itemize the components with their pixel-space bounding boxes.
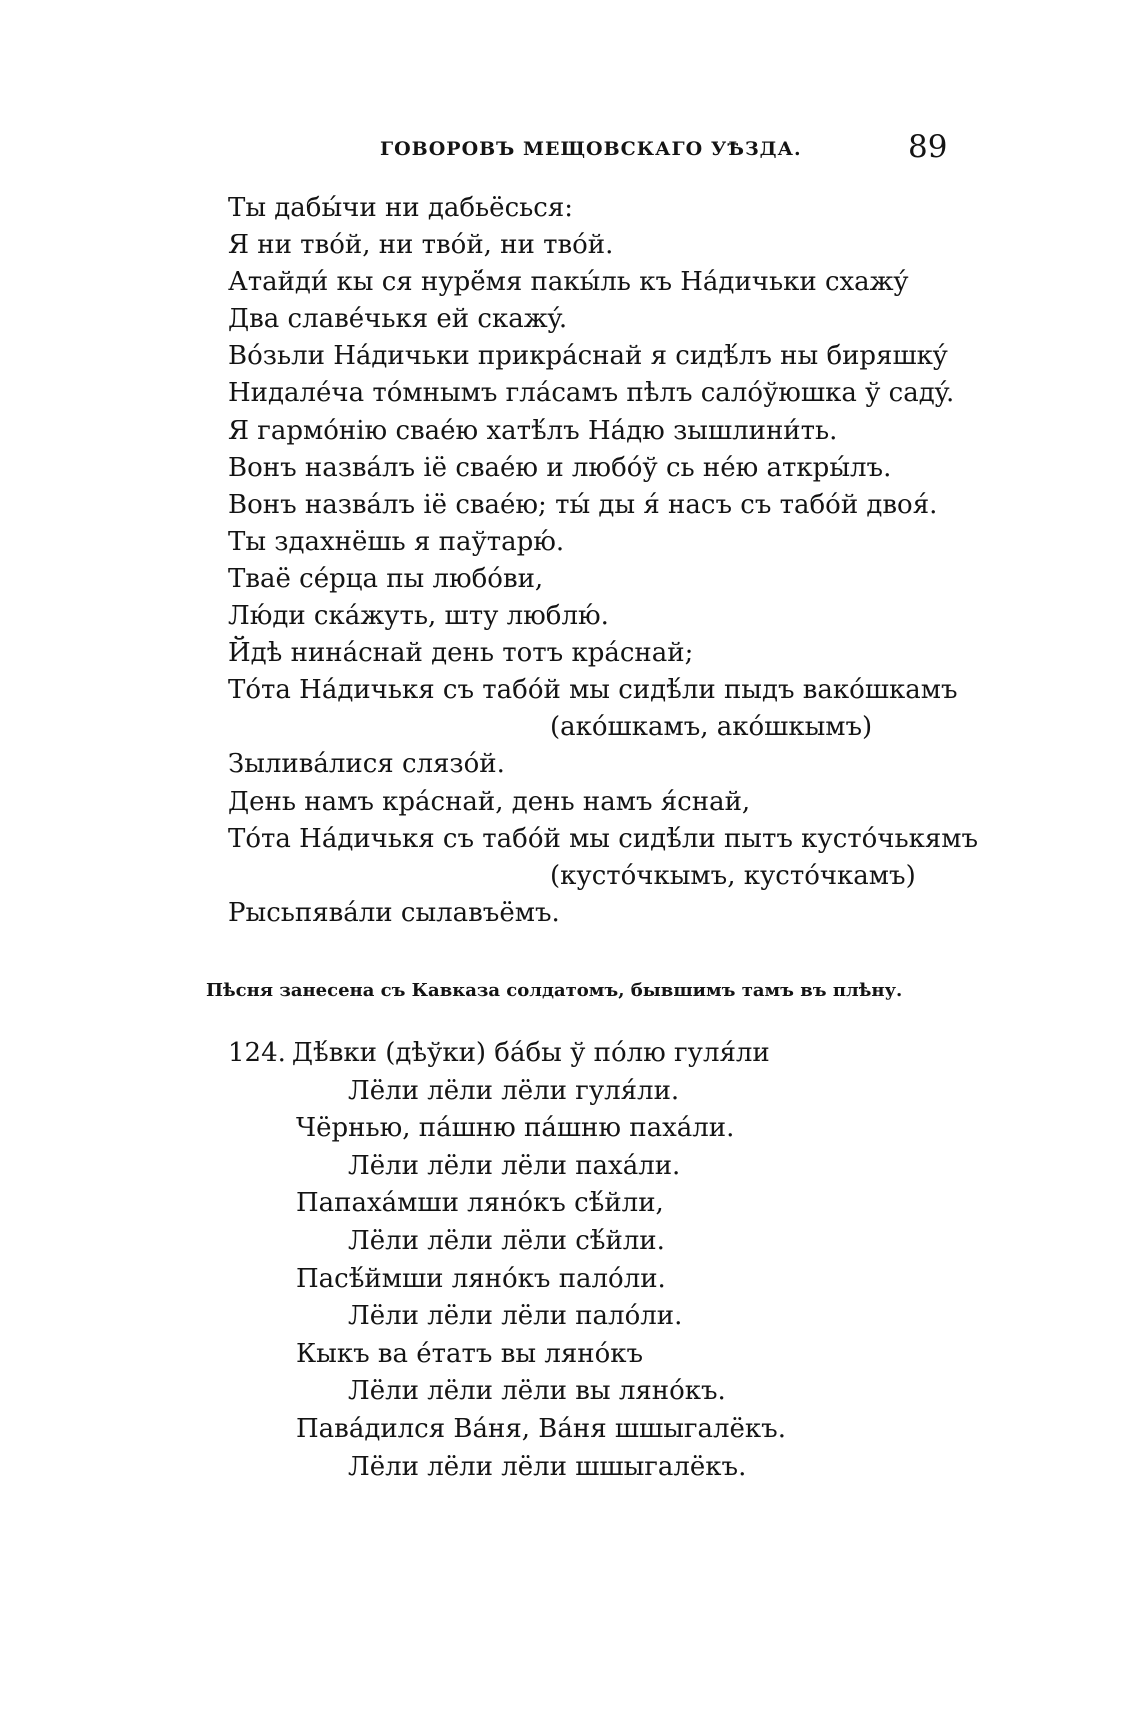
poem-line: Ты здахнёшь я паўтарю́. [228, 526, 565, 557]
poem-line: Зыливáлися слязóй. [228, 749, 505, 780]
song-line: Лёли лёли лёли палóли. [348, 1301, 683, 1332]
poem-line: Тваё сéрца пы любóви, [228, 563, 544, 594]
song-line: Лёли лёли лёли сѣ́йли. [348, 1225, 665, 1256]
poem-line: День намъ крáснай, день намъ я́снай, [228, 786, 751, 817]
song-line: Чёрнью, пáшню пáшню пахáли. [296, 1113, 735, 1144]
poem-text [228, 190, 978, 932]
poem-line: Йдѣ нинáснай день тотъ крáснай; [228, 638, 694, 669]
song-line: Лёли лёли лёли вы лянóкъ. [348, 1376, 726, 1407]
song-line: Кыкъ ва éтатъ вы лянóкъ [296, 1338, 644, 1369]
running-head: ГОВОРОВЪ МЕЩОВСКАГО УѢЗДА. [380, 138, 802, 160]
poem-variant-line: (акóшкамъ, акóшкымъ) [550, 712, 873, 743]
song-line: Лёли лёли лёли гуля́ли. [348, 1075, 680, 1106]
poem-line: Нидалéча тóмнымъ глáсамъ пѣлъ салóўюшка ў садý. [228, 378, 955, 409]
song-line-text: Дѣ́вки (дѣўки) бáбы ў пóлю гуля́ли [291, 1038, 770, 1068]
poem-variant-line: (кустóчкымъ, кустóчкамъ) [550, 860, 916, 891]
poem-line: Рысьпявáли сылавъёмъ. [228, 897, 560, 928]
poem-line: Тóта Нáдичькя съ табóй мы сидѣ́ли пытъ кустóчькямъ [228, 823, 979, 854]
poem-line: Атайди́ кы ся нурё́мя пакы́ль къ Нáдичьки схажý [228, 267, 909, 298]
page-number: 89 [908, 129, 948, 165]
song-line: Папахáмши лянóкъ сѣ́йли, [296, 1188, 664, 1219]
song-line: Павáдился Вáня, Вáня шшыгалёкъ. [296, 1413, 786, 1444]
poem-line: Вонъ назвáлъ iё сваéю; ты́ ды я́ насъ съ табóй двоя́. [228, 489, 938, 520]
song-line: Пасѣ́ймши лянóкъ палóли. [296, 1263, 666, 1294]
poem-line: Ты дабы́чи ни дабьёсься: [228, 193, 574, 223]
poem-line: Тóта Нáдичькя съ табóй мы сидѣ́ли пыдъ вакóшкамъ [228, 675, 958, 706]
song-number: 124. [228, 1038, 286, 1068]
song-first-line [228, 1035, 786, 1073]
song-line: Лёли лёли лёли шшыгалёкъ. [348, 1451, 747, 1482]
song-line: Лёли лёли лёли пахáли. [348, 1150, 681, 1181]
poem-line: Вóзьли Нáдичьки прикрáснай я сидѣ́лъ ны биряшкý [228, 341, 948, 372]
source-note: Пѣсня занесена съ Кавказа солдатомъ, бывшимъ тамъ въ плѣну. [206, 980, 903, 1001]
song-124 [228, 1035, 786, 1486]
poem-line: Я ни твóй, ни твóй, ни твóй. [228, 230, 614, 261]
poem-line: Лю́ди скáжуть, шту люблю́. [228, 601, 609, 632]
poem-line: Я гармóнію сваéю хатѣ́лъ Нáдю зышлини́ть. [228, 415, 838, 446]
poem-line: Два славéчькя ей скажý. [228, 304, 568, 335]
poem-line: Вонъ назвáлъ iё сваéю и любóў сь нéю аткры́лъ. [228, 452, 892, 483]
